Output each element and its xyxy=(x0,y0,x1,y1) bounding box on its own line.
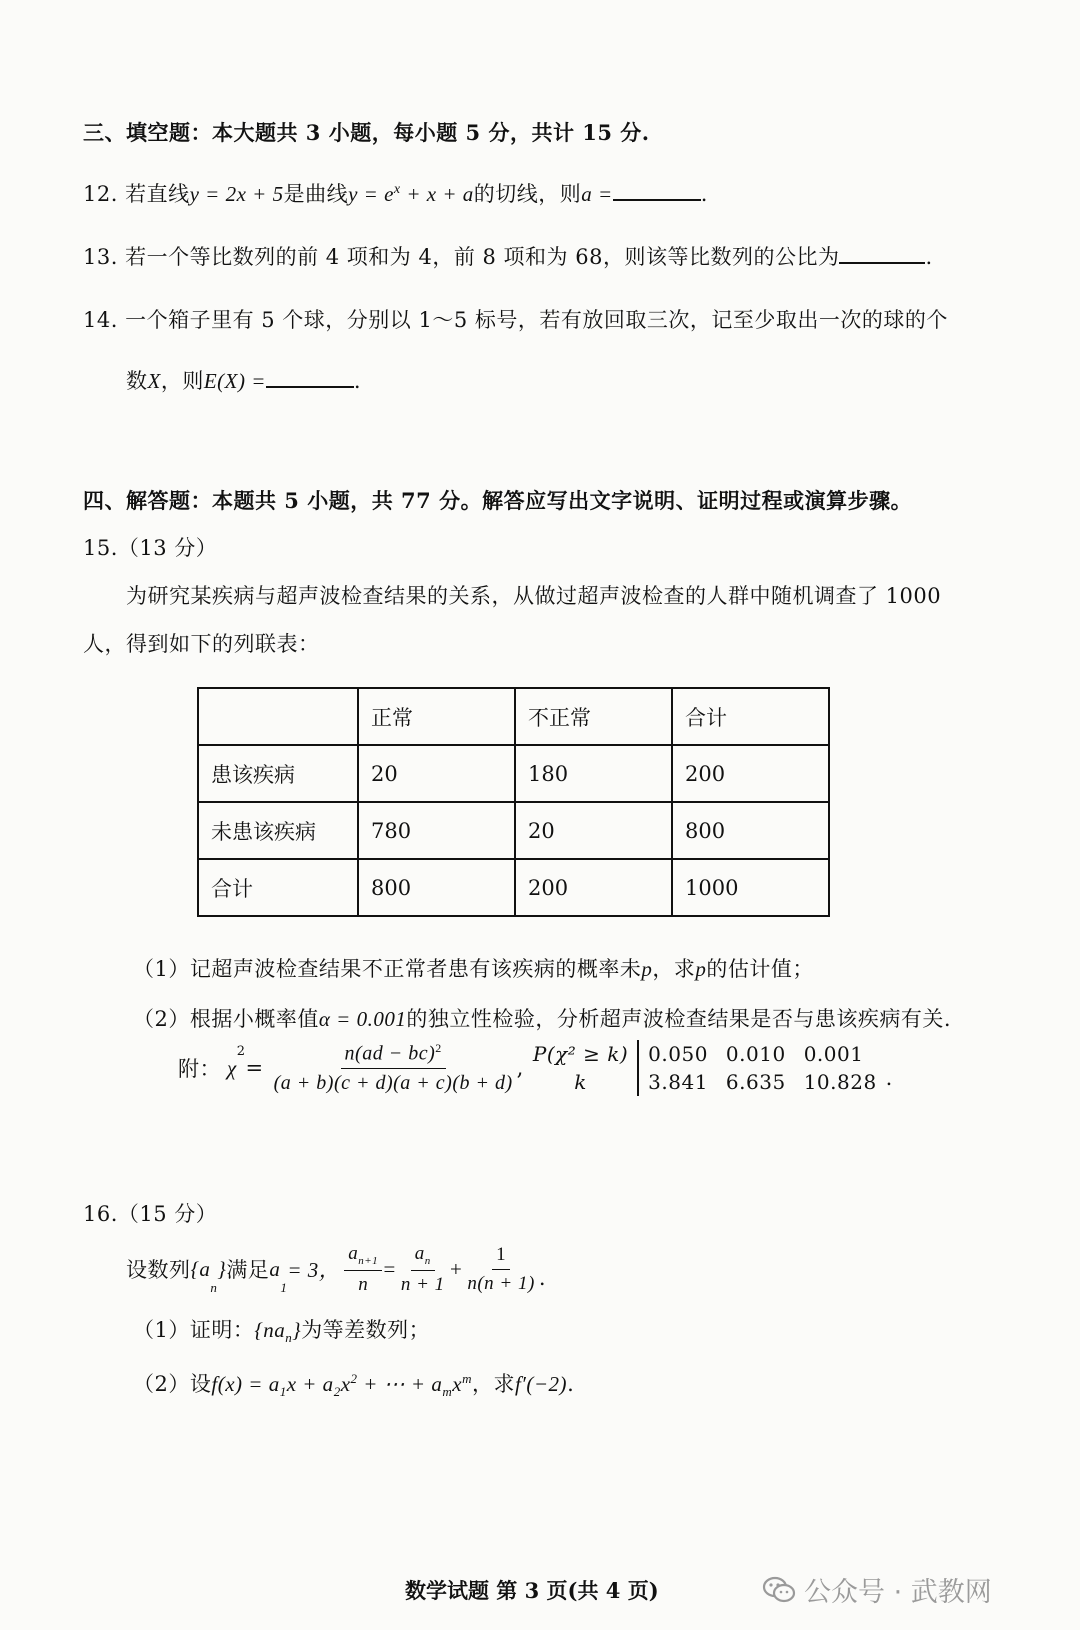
question-text: 的估计值； xyxy=(706,957,814,981)
fraction-denominator: n(n + 1) xyxy=(467,1272,535,1294)
question-15-intro-2: 人，得到如下的列联表： xyxy=(83,632,320,656)
chi-square-fraction xyxy=(270,1041,517,1096)
function-term: x xyxy=(452,1372,463,1396)
question-text: 一个箱子里有 5 个球，分别以 1～5 标号，若有放回取三次，记至少取出一次的球的个 xyxy=(125,308,948,332)
question-text: 是曲线 xyxy=(283,182,349,206)
question-text: （1）证明： xyxy=(133,1318,255,1342)
question-text: （2）根据小概率值 xyxy=(133,1007,319,1031)
question-text: 满足 xyxy=(226,1258,270,1283)
table-cell: 合计 xyxy=(672,688,829,745)
variable-p: p xyxy=(641,957,653,981)
question-14 xyxy=(83,304,948,334)
prob-value: 0.010 xyxy=(725,1042,786,1066)
table-cell: 患该疾病 xyxy=(198,745,358,802)
period: . xyxy=(567,1372,575,1396)
chi-exponent: 2 xyxy=(236,1044,246,1059)
numerator-text: a xyxy=(414,1243,425,1264)
sequence-close: } xyxy=(292,1318,302,1342)
fraction-numerator xyxy=(344,1243,382,1271)
table-cell: 20 xyxy=(515,802,672,859)
table-cell: 不正常 xyxy=(515,688,672,745)
fraction xyxy=(344,1243,382,1296)
question-15-part2 xyxy=(133,1003,951,1033)
section-3-heading: 三、填空题：本大题共 3 小题，每小题 5 分，共计 15 分. xyxy=(83,120,650,145)
function-term: + ⋯ + a xyxy=(357,1372,443,1396)
watermark xyxy=(762,1570,992,1609)
subscript: n xyxy=(285,1330,293,1346)
question-16-part2 xyxy=(133,1368,574,1400)
table-cell: 20 xyxy=(358,745,515,802)
table-cell xyxy=(198,688,358,745)
prob-value: 0.050 xyxy=(648,1042,708,1066)
period: . xyxy=(700,182,708,206)
appendix-formula xyxy=(178,1040,893,1096)
k-label: k xyxy=(524,1068,638,1096)
table-row xyxy=(198,859,829,916)
prob-label: P(χ² ≥ k) xyxy=(524,1040,638,1068)
table-header-row xyxy=(198,688,829,745)
answer-blank xyxy=(839,262,925,264)
question-13 xyxy=(83,241,933,271)
question-text: （2）设 xyxy=(133,1372,212,1396)
k-value: 10.828 xyxy=(803,1070,877,1094)
equation-curve: y = e xyxy=(348,182,394,206)
question-text: 若一个等比数列的前 4 项和为 4，前 8 项和为 68，则该等比数列的公比为 xyxy=(125,245,840,269)
question-text: 若直线 xyxy=(125,182,190,206)
period: . xyxy=(538,1265,547,1290)
critical-value-table xyxy=(524,1040,886,1096)
question-number: 13. xyxy=(83,245,118,269)
question-text: （1）记超声波检查结果不正常者患有该疾病的概率未 xyxy=(133,957,642,981)
period: . xyxy=(353,369,362,393)
table-cell: 1000 xyxy=(672,859,829,916)
equation-line: y = 2x + 5 xyxy=(189,182,284,206)
question-16-intro xyxy=(126,1243,546,1296)
wechat-icon xyxy=(762,1575,796,1605)
variable-p: p xyxy=(695,957,707,981)
sequence-symbol: {na xyxy=(254,1318,286,1342)
table-row xyxy=(198,745,829,802)
table-cell: 800 xyxy=(358,859,515,916)
plus-sign: + xyxy=(448,1256,464,1281)
table-row xyxy=(198,802,829,859)
watermark-text: 公众号 · 武教网 xyxy=(804,1577,992,1608)
numerator-text: n(ad − bc) xyxy=(344,1042,436,1065)
question-text: 的独立性检验，分析超声波检查结果是否与患该疾病有关. xyxy=(406,1007,952,1031)
fraction xyxy=(397,1243,449,1296)
exponent: x xyxy=(393,182,401,197)
prob-value: 0.001 xyxy=(803,1042,864,1066)
period: . xyxy=(925,245,933,269)
question-15-part1 xyxy=(133,953,814,983)
fraction-numerator: 1 xyxy=(492,1244,510,1270)
alpha-value: α = 0.001 xyxy=(318,1007,407,1031)
table-cell: 780 xyxy=(358,802,515,859)
page-footer: 数学试题 第 3 页(共 4 页) xyxy=(405,1578,659,1603)
fraction-denominator: n xyxy=(358,1273,369,1295)
table-cell: 200 xyxy=(515,859,672,916)
period: . xyxy=(885,1066,893,1090)
equals-sign: = xyxy=(245,1056,264,1080)
expectation-expr: E(X) = xyxy=(203,369,266,393)
answer-variable: a = xyxy=(581,182,613,206)
question-text: 为等差数列； xyxy=(301,1318,431,1342)
fraction-numerator xyxy=(411,1243,435,1271)
question-16-part1 xyxy=(133,1314,430,1346)
subscript: 1 xyxy=(279,1384,287,1400)
subscript: m xyxy=(442,1384,453,1400)
table-cell: 合计 xyxy=(198,859,358,916)
exponent: m xyxy=(462,1371,472,1386)
table-cell: 800 xyxy=(672,802,829,859)
question-12 xyxy=(83,178,708,208)
variable-x: X xyxy=(147,369,161,393)
a1-value: = 3， xyxy=(287,1258,341,1283)
question-15-header: 15.（13 分） xyxy=(83,536,218,560)
question-text: ，求 xyxy=(652,957,696,981)
fraction-denominator: n + 1 xyxy=(400,1273,445,1295)
chi-symbol: χ xyxy=(227,1055,237,1080)
table-cell: 180 xyxy=(515,745,672,802)
question-text: ，则 xyxy=(160,369,204,393)
a1-symbol: a xyxy=(269,1256,281,1281)
function-def: f(x) = a xyxy=(211,1372,280,1396)
function-term: x xyxy=(340,1372,351,1396)
subscript: 2 xyxy=(333,1384,341,1400)
table-cell: 未患该疾病 xyxy=(198,802,358,859)
contingency-table xyxy=(197,687,830,917)
derivative-expr: f′(−2) xyxy=(514,1372,568,1396)
question-text: 设数列 xyxy=(126,1258,191,1283)
question-text: ，求 xyxy=(471,1372,515,1396)
sequence-close: } xyxy=(217,1256,227,1281)
equation-curve-rest: + x + a xyxy=(400,182,474,206)
exponent: 2 xyxy=(350,1371,358,1386)
k-value: 6.635 xyxy=(725,1070,786,1094)
subscript: 1 xyxy=(280,1279,288,1295)
question-text: 数 xyxy=(126,369,148,393)
answer-blank xyxy=(613,199,701,201)
k-value: 3.841 xyxy=(648,1070,708,1094)
question-text: 的切线，则 xyxy=(473,182,582,206)
question-number: 12. xyxy=(83,182,118,206)
numerator-text: a xyxy=(348,1243,359,1264)
subscript: n+1 xyxy=(358,1254,379,1267)
comma: , xyxy=(516,1056,524,1080)
fraction xyxy=(463,1244,538,1295)
function-term: x + a xyxy=(286,1372,334,1396)
subscript: n xyxy=(424,1254,431,1267)
question-number: 14. xyxy=(83,308,118,332)
question-15-intro: 为研究某疾病与超声波检查结果的关系，从做过超声波检查的人群中随机调查了 1000 xyxy=(126,584,942,608)
table-cell: 正常 xyxy=(358,688,515,745)
equals-sign: = xyxy=(382,1256,397,1281)
answer-blank xyxy=(266,386,354,388)
table-cell: 200 xyxy=(672,745,829,802)
fraction-denominator: (a + b)(c + d)(a + c)(b + d) xyxy=(273,1072,513,1095)
section-4-heading: 四、解答题：本题共 5 小题，共 77 分。解答应写出文字说明、证明过程或演算步骤。 xyxy=(83,488,913,513)
appendix-label: 附： xyxy=(178,1057,221,1081)
numerator-exponent: 2 xyxy=(435,1040,442,1055)
subscript: n xyxy=(210,1279,218,1295)
question-14-line2 xyxy=(126,365,361,395)
fraction-numerator xyxy=(341,1041,446,1070)
sequence-symbol: {a xyxy=(190,1256,211,1281)
question-16-header: 16.（15 分） xyxy=(83,1202,218,1226)
